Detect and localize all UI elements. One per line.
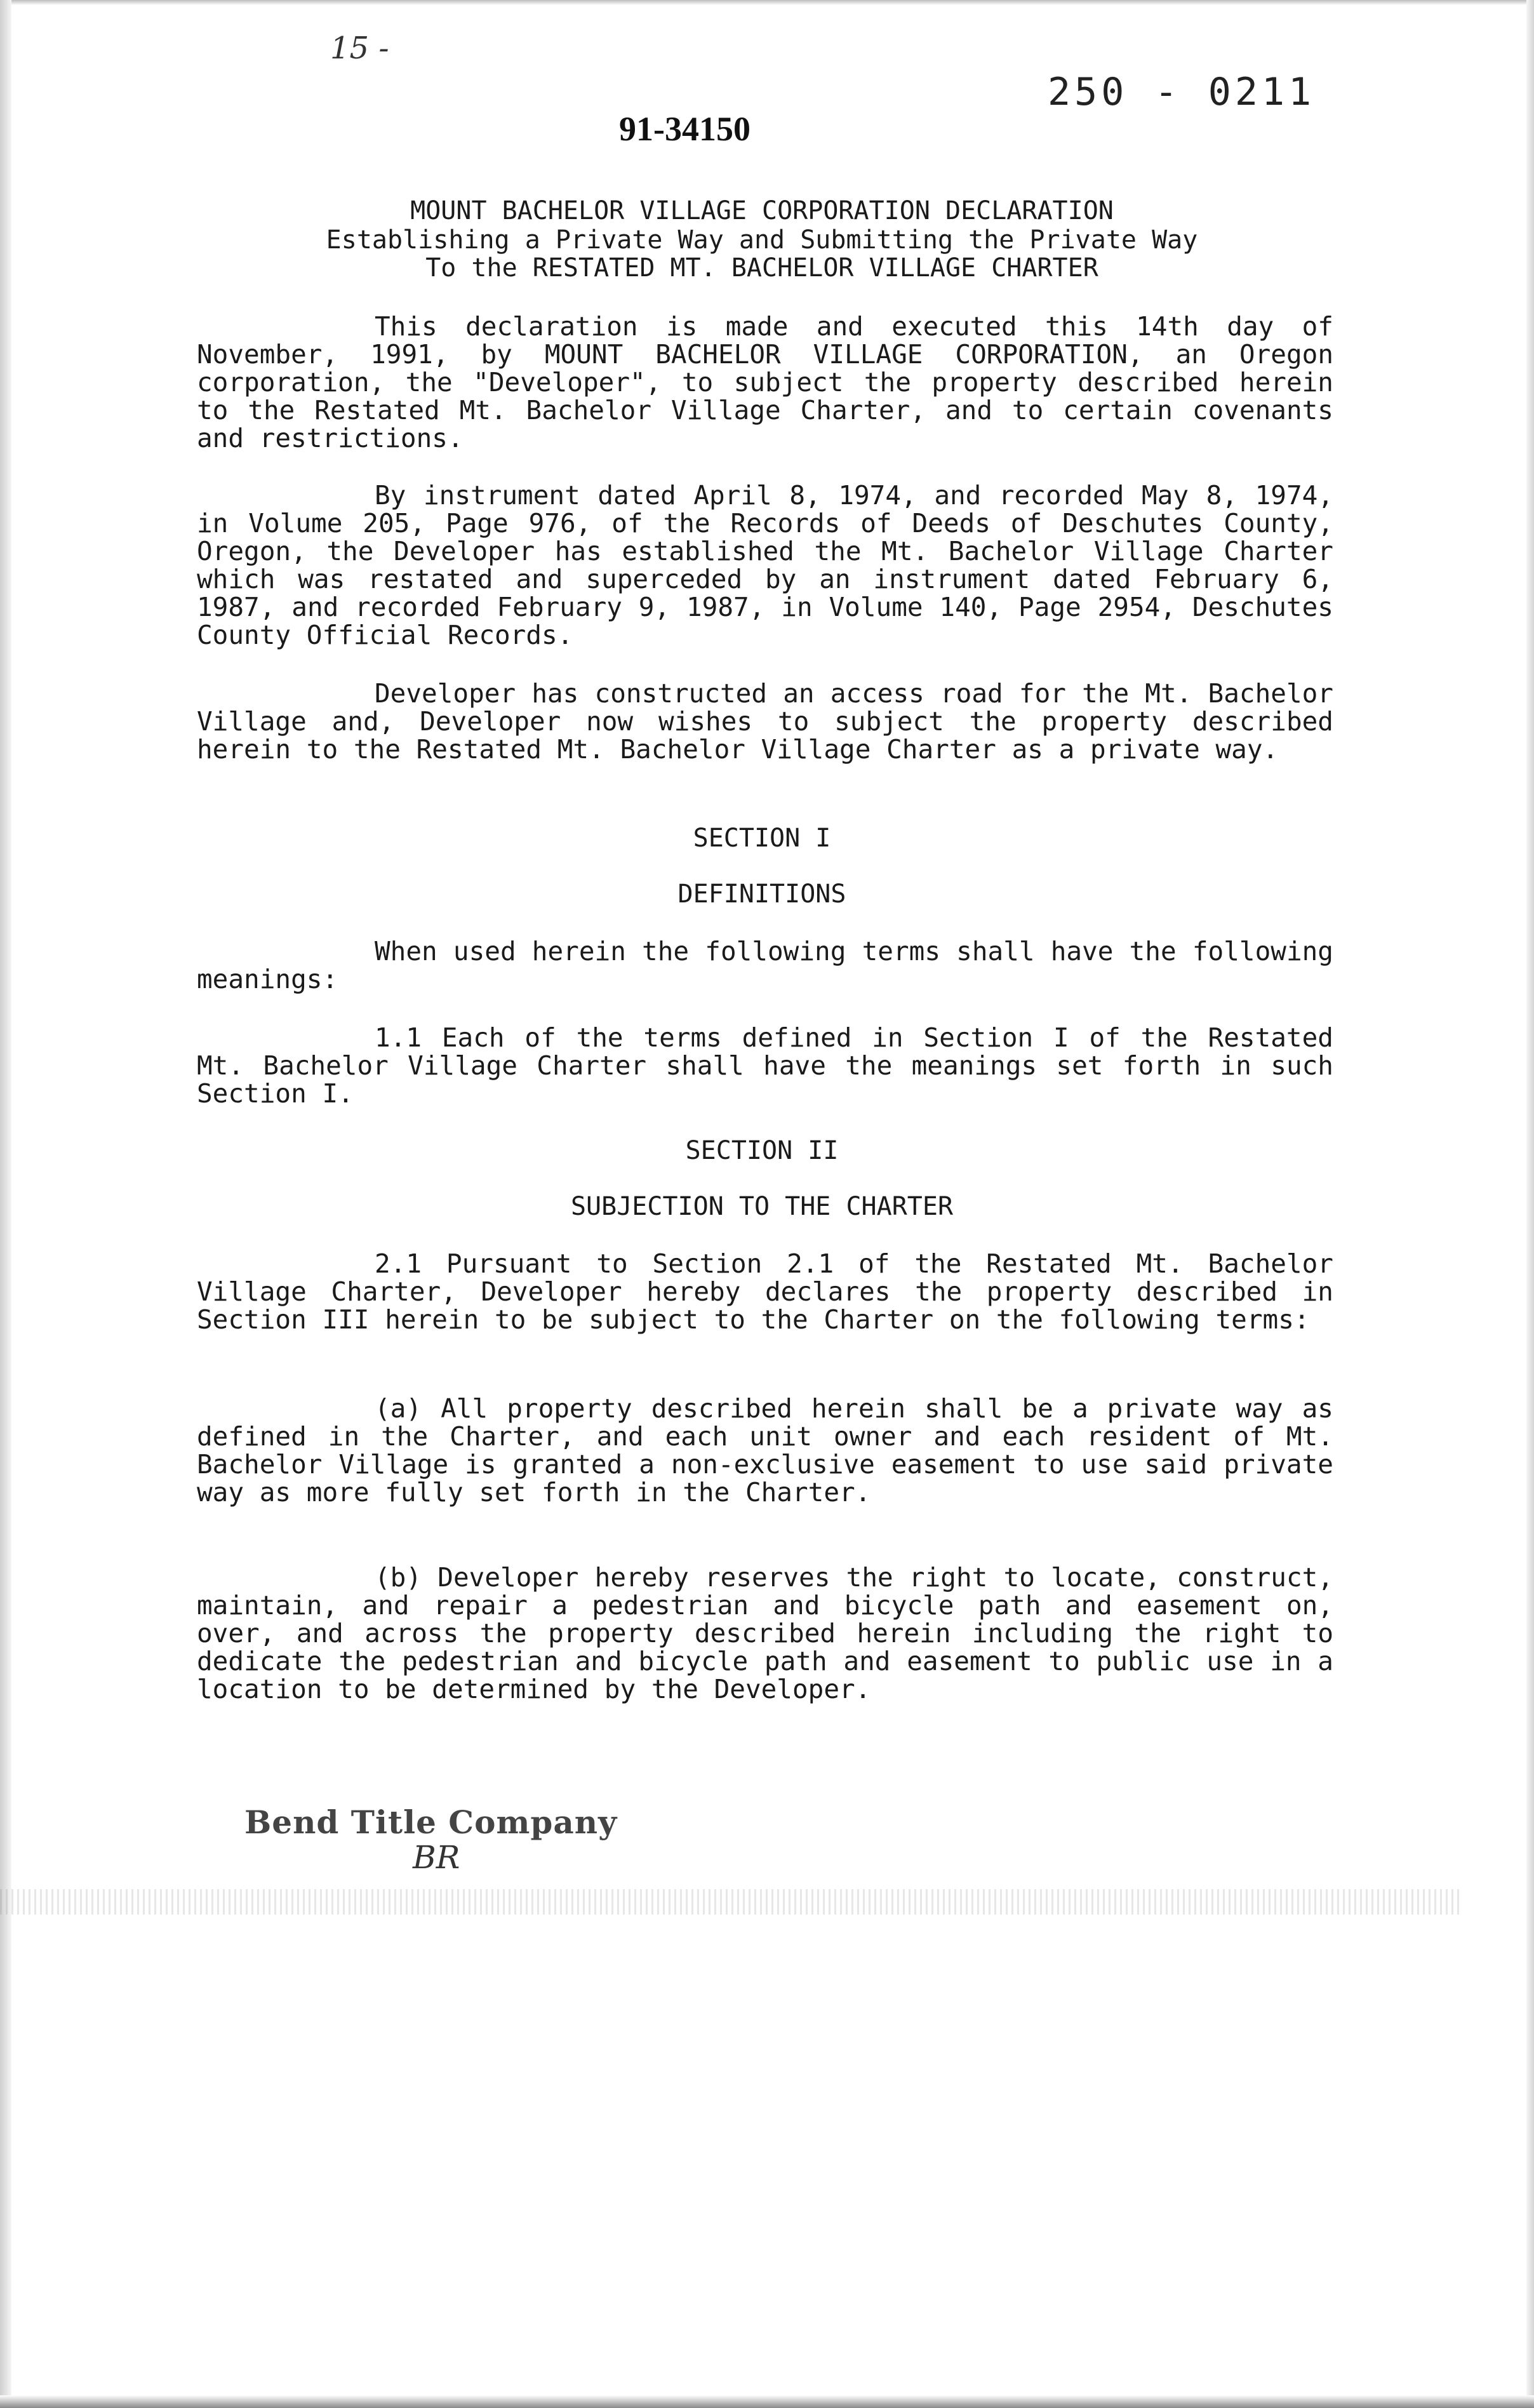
section-2-item-2-1: 2.1 Pursuant to Section 2.1 of the Restated Mt. Bachelor Village Charter, Developer hereby declares the property described in Section III herein to be subject to the Charter on the following terms: (197, 1248, 1333, 1335)
scan-edge-right (1526, 0, 1534, 2408)
section-2-item-b: (b) Developer hereby reserves the right to locate, construct, maintain, and repair a pedestrian and bicycle path and easement on, over, and across the property described herein including the right to dedicate the pedestrian and bicycle path and easement to public use in a location to be determined by the Developer. (197, 1562, 1333, 1704)
section-2-item-a: (a) All property described herein shall be a private way as defined in the Charter, and each unit owner and each resident of Mt. Bachelor Village is granted a non-exclusive easement to use said private way as more fully set forth in the Charter. (197, 1393, 1333, 1508)
paragraph-access-road: Developer has constructed an access road for the Mt. Bachelor Village and, Developer now wishes to subject the property described herein to the Restated Mt. Bachelor Village Charter as a private way. (197, 678, 1333, 765)
margin-note: 15 - (330, 30, 389, 66)
document-number: 91-34150 (619, 110, 750, 148)
section-2-subheading: SUBJECTION TO THE CHARTER (570, 1192, 954, 1221)
section-2-heading: SECTION II (685, 1136, 839, 1165)
title-line-3: To the RESTATED MT. BACHELOR VILLAGE CHARTER (425, 253, 1098, 283)
paragraph-instrument: By instrument dated April 8, 1974, and recorded May 8, 1974, in Volume 205, Page 976, of the Records of Deeds of Deschutes County, Oregon, the Developer has established the Mt. Bachelor Village Charter which was restated and superceded by an instrument dated February 6, 1987, and recorded February 9, 1987, in Volume 140, Page 2954, Deschutes County Official Records. (197, 480, 1333, 650)
scan-noise-band (0, 1889, 1460, 1915)
title-line-2: Establishing a Private Way and Submitting the Private Way (326, 225, 1198, 255)
book-page-number: 250 - 0211 (1048, 70, 1316, 114)
title-company-stamp: Bend Title Company (244, 1803, 618, 1841)
scan-edge-left (0, 0, 11, 2408)
section-1-intro: When used herein the following terms shall have the following meanings: (197, 936, 1333, 994)
paragraph-declaration: This declaration is made and executed this 14th day of November, 1991, by MOUNT BACHELOR VILLAGE CORPORATION, an Oregon corporation, the "Developer", to subject the property described herein to the Restated Mt. Bachelor Village Charter, and to certain covenants and restrictions. (197, 311, 1333, 453)
section-1-item-1-1: 1.1 Each of the terms defined in Section I of the Restated Mt. Bachelor Village Charter shall have the meanings set forth in such Section I. (197, 1022, 1333, 1109)
section-1-heading: SECTION I (693, 824, 831, 853)
scan-edge-top (0, 0, 1534, 5)
title-line-1: MOUNT BACHELOR VILLAGE CORPORATION DECLARATION (410, 196, 1114, 225)
stamp-initials: BR (413, 1839, 460, 1876)
section-1-subheading: DEFINITIONS (677, 880, 846, 909)
scan-edge-bottom (0, 2395, 1534, 2408)
